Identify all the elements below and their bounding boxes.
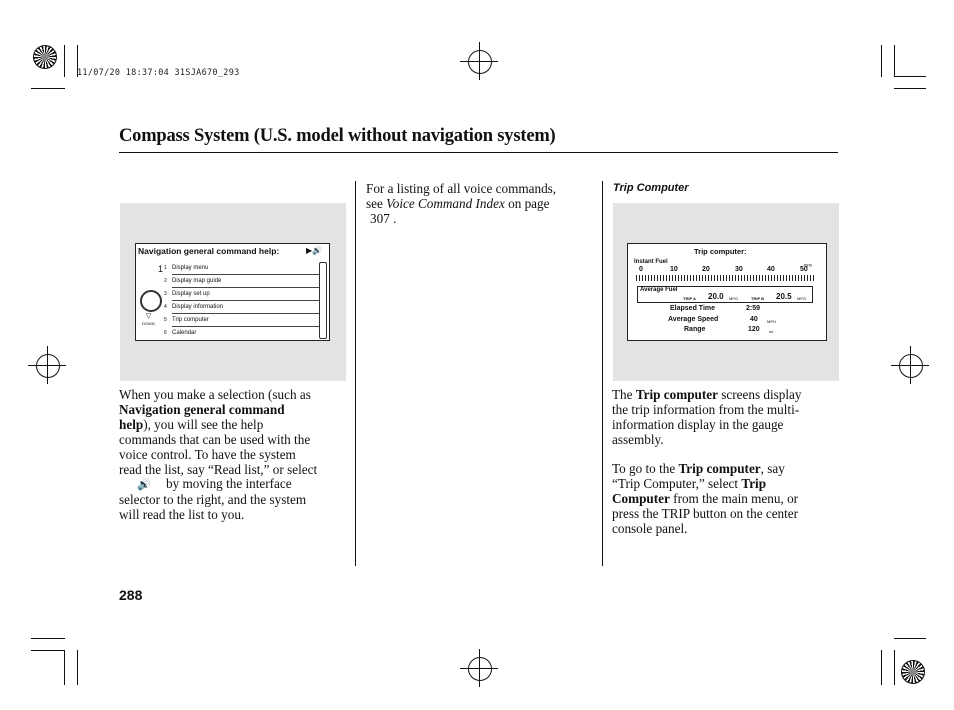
registration-target-icon <box>901 660 925 684</box>
menu-item-display-set-up[interactable]: 3 Display set up <box>172 288 319 301</box>
right-paragraph-1: The Trip computer screens display the trip information from the multi- information display in the gauge assembly. <box>612 387 802 447</box>
average-speed-value: 40 <box>750 316 758 323</box>
crop-mark <box>894 45 895 77</box>
column-divider <box>355 181 356 566</box>
mpg-label: mpg <box>804 262 812 267</box>
registration-crosshair-icon <box>899 354 923 378</box>
scale-tick: 50 <box>800 266 808 273</box>
scale-tick: 10 <box>670 266 678 273</box>
crop-mark <box>31 638 65 639</box>
crop-mark <box>64 45 65 77</box>
scale-tick: 40 <box>767 266 775 273</box>
menu-item-display-information[interactable]: 4 Display information <box>172 301 319 314</box>
instant-fuel-bar <box>636 275 816 281</box>
menu-item-trip-computer[interactable]: 5 Trip computer <box>172 314 319 327</box>
voice-command-index-link[interactable]: Voice Command Index <box>386 195 505 211</box>
registration-crosshair-icon <box>468 50 492 74</box>
crop-mark <box>77 650 78 685</box>
down-label: DOWN <box>142 321 155 326</box>
scale-tick: 30 <box>735 266 743 273</box>
crop-mark <box>894 88 926 89</box>
speaker-icon: 🔊 <box>137 478 151 492</box>
middle-paragraph: For a listing of all voice commands, see Voice Command Index on page 307 . <box>366 181 557 226</box>
page-title: Compass System (U.S. model without navigation system) <box>119 126 556 146</box>
trip-screen-title: Trip computer: <box>694 247 747 256</box>
registration-crosshair-icon <box>468 657 492 681</box>
crop-mark <box>881 650 882 685</box>
registration-crosshair-icon <box>36 354 60 378</box>
trip-b-value: 20.5 <box>776 292 792 301</box>
crop-mark <box>894 638 926 639</box>
help-screen <box>135 243 330 341</box>
crop-mark <box>881 45 882 77</box>
help-figure <box>120 203 346 381</box>
speaker-icon: ▶🔊 <box>306 246 323 255</box>
scale-tick: 0 <box>639 266 643 273</box>
figure-caption: Trip Computer <box>613 182 689 194</box>
scale-tick: 20 <box>702 266 710 273</box>
knob-icon <box>140 290 162 312</box>
title-rule <box>119 152 838 153</box>
elapsed-time-value: 2:59 <box>746 305 761 312</box>
help-screen-title: Navigation general command help: <box>138 246 280 256</box>
trip-b-label: TRIP B <box>751 296 765 301</box>
registration-target-icon <box>33 45 57 69</box>
crop-mark <box>894 76 926 77</box>
left-paragraph: When you make a selection (such as Navigation general command help), you will see the help commands that can be used with the voice control. To have the system read the list, say “Read list,” or select 🔊 by moving the interface selector to the right, and the system will read the list to you. <box>119 387 318 523</box>
instant-fuel-label: Instant Fuel <box>634 259 668 265</box>
right-paragraph-2: To go to the Trip computer, say “Trip Computer,” select Trip Computer from the main menu, or press the TRIP button on the center console panel. <box>612 461 799 536</box>
average-speed-label: Average Speed <box>668 316 719 323</box>
crop-mark <box>31 650 65 651</box>
down-arrow-icon: ▽ <box>146 313 152 320</box>
menu-item-display-menu[interactable]: 1 Display menu <box>172 262 319 275</box>
trip-a-unit: MPG <box>729 296 739 301</box>
trip-a-label: TRIP A <box>683 296 696 301</box>
range-value: 120 <box>748 326 760 333</box>
average-fuel-label: Average Fuel <box>640 287 678 293</box>
column-divider <box>602 181 603 566</box>
trip-computer-screen <box>627 243 827 341</box>
range-label: Range <box>684 326 706 333</box>
menu-item-calendar[interactable]: 6 Calendar <box>164 330 197 336</box>
crop-mark <box>31 88 65 89</box>
trip-computer-figure <box>613 203 839 381</box>
scroll-bar[interactable] <box>319 262 327 339</box>
average-speed-unit: MPH <box>767 319 776 324</box>
crop-mark <box>64 650 65 685</box>
crop-mark <box>894 650 895 685</box>
print-stamp: 11/07/20 18:37:04 31SJA670_293 <box>77 68 240 78</box>
page-number: 288 <box>119 587 143 603</box>
range-unit: mi <box>769 329 774 334</box>
trip-a-value: 20.0 <box>708 292 724 301</box>
menu-item-display-map-guide[interactable]: 2 Display map guide <box>172 275 319 288</box>
elapsed-time-label: Elapsed Time <box>670 305 716 312</box>
trip-b-unit: MPG <box>797 296 807 301</box>
page-indicator: 1 <box>158 264 164 274</box>
